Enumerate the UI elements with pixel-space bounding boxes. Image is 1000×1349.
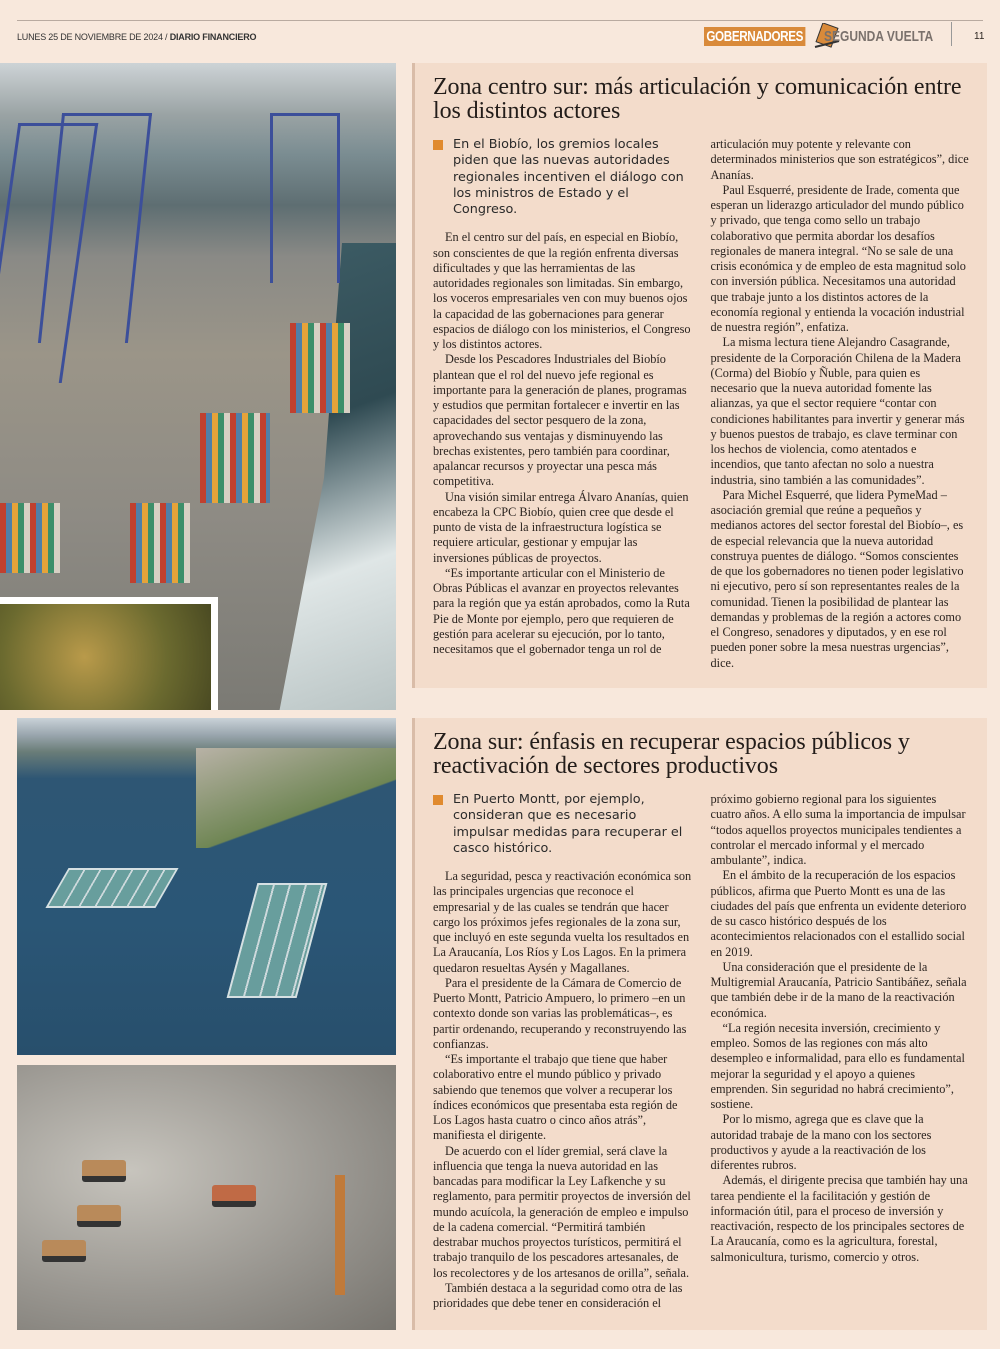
article-zona-sur — [412, 718, 987, 1330]
bullet-square-icon — [433, 795, 443, 805]
date: LUNES 25 DE NOVIEMBRE DE 2024 / — [17, 32, 168, 42]
headline: Zona centro sur: más articulación y comunicación entre los distintos actores — [433, 74, 962, 124]
lead — [433, 792, 692, 857]
article-centro-sur — [412, 63, 987, 688]
paragraph: Desde los Pescadores Industriales del Biobío plantean que el rol del nuevo jefe regional es importante para la generación de planes, programas y estudios que permitan fortalecer e invertir en las capacidades del sector pesquero de la zona, aprovechando sus ventajas y disminuyendo las brechas existentes, pero también para coordinar, apalancar recursos y proyectar una pesca más competitiva. — [433, 352, 687, 489]
paragraph: Una consideración que el presidente de la Multigremial Araucanía, Patricio Santibáñez, señala que también debe ir de la mano de la reactivación económica. — [710, 959, 967, 1020]
subsection-label: SEGUNDA VUELTA — [824, 27, 934, 45]
paragraph: “Es importante el trabajo que tiene que haber colaborativo entre el mundo público y privado sabiendo que tenemos que volver a recuperar los índices económicos que presentaba esta región de Los Lagos hasta cuatro o cinco años atrás”, manifiesta el dirigente. — [433, 1052, 678, 1143]
paragraph: Para el presidente de la Cámara de Comercio de Puerto Montt, Patricio Ampuero, lo primero –en un contexto donde son varias las problemáticas–, es partir ordenando, recuperando y reconstruyendo las confianzas. — [433, 975, 687, 1051]
paragraph: Para Michel Esquerré, que lidera PymeMad –asociación gremial que reúne a pequeños y medianos actores del sector forestal del Biobío–, es de especial relevancia que la nueva autoridad construya puentes de diálogo. “Somos conscientes de que los gobernadores no tienen poder legislativo ni ejecutivo, pero sí son representantes reales de la comunidad. Tienen la posibilidad de plantear las demandas y problemas de la región a actores como el Congreso, senadores y diputados, y en ese rol pueden poner sobre la mesa nuestras urgencias”, dice. — [710, 487, 964, 670]
article-body — [433, 792, 969, 1312]
header-divider — [951, 22, 952, 46]
paragraph: “Es importante articular con el Ministerio de Obras Públicas el avanzar en proyectos relevantes para la región que ya están aprobados, como la Ruta Pie de Monte por ejemplo, pero que requieren de gestión para acelerar su ejecución, por lo tanto, necesitamos que el gobernador tenga un rol de articulación muy potente y relevante con determinados ministerios que son estratégicos”, dice Ananías. — [433, 137, 969, 657]
paragraph: En el ámbito de la recuperación de los espacios públicos, afirma que Puerto Montt es una de las ciudades del país que enfrenta un evidente deterioro de su casco histórico después de los acontecimientos relacionados con el estallido social en 2019. — [710, 868, 967, 959]
lead-text: En el Biobío, los gremios locales piden que las nuevas autoridades regionales incentiven el diálogo con los ministros de Estado y el Congreso. — [453, 137, 684, 218]
aquaculture-photo — [17, 718, 396, 1055]
section-kicker — [704, 23, 960, 49]
paragraph: Una visión similar entrega Álvaro Ananías, quien encabeza la CPC Biobío, quien cree que desde el punto de vista de la infraestructura logística se requiere articular, gestionar y empujar las inversiones públicas de proyectos. — [433, 489, 689, 565]
lead — [433, 137, 692, 218]
section-label: GOBERNADORES — [704, 27, 805, 46]
headline: Zona sur: énfasis en recuperar espacios públicos y reactivación de sectores productivos — [433, 729, 910, 779]
paragraph: La misma lectura tiene Alejandro Casagrande, presidente de la Corporación Chilena de la Madera (Corma) del Biobío y Ñuble, para quien es necesario que la nueva autoridad fomente las alianzas, ya que el sector requiere “contar con condiciones habilitantes para invertir y generar más y buenos puestos de trabajo, es clave terminar con los hechos de violencia, como atentados e incendios, que tanto afectan no solo a nuestra industria, sino también a las comunidades”. — [710, 335, 965, 487]
paragraph: En el centro sur del país, en especial en Biobío, son conscientes de que la región enfrenta diversas dificultades y que las herramientas de las autoridades regionales son limitadas. Sin embargo, los voceros empresariales ven con muy buenos ojos la capacidad de las gobernaciones para generar espacios de diálogo con los ministerios, el Congreso y los distintos actores. — [433, 230, 691, 352]
lead-text: En Puerto Montt, por ejemplo, consideran que es necesario impulsar medidas para recuperar el casco histórico. — [453, 792, 683, 856]
article-body — [433, 137, 969, 672]
paragraph: Paul Esquerré, presidente de Irade, comenta que esperan un liderazgo articulador del mundo público y privado, que tenga como sello un trabajo colaborativo que permita abordar los desafíos regionales de manera integral. “No se sale de una crisis económica y de empleo de esta magnitud solo con inversión pública. Necesitamos una autoridad que trabaje junto a los distintos actores de la economía regional y entienda la vocación industrial de nuestra región”, enfatiza. — [710, 182, 966, 334]
paragraph: Por lo mismo, agrega que es clave que la autoridad trabaje de la mano con los sectores productivos y ayude a la reactivación de los diferentes rubros. — [710, 1112, 932, 1172]
mining-photo — [17, 1065, 396, 1330]
paragraph: De acuerdo con el líder gremial, será clave la influencia que tenga la nueva autoridad en las bancadas para modificar la Ley Lafkenche y su reglamento, para permitir proyectos de inversión del mundo acuícola, la generación de empleo e impulso de la cadena comercial. “Permitirá también destrabar muchos proyectos turísticos, permitirá el trabajo tranquilo de los pescadores artesanales, de los recolectores y de los artesanos de orilla”, señala. — [433, 1143, 691, 1280]
paragraph: Además, el dirigente precisa que también hay una tarea pendiente el la facilitación y gestión de información útil, para el proceso de inversión y reactivación, respecto de los principales sectores de La Araucanía, como es la agricultura, forestal, salmonicultura, turismo, comercio y otros. — [710, 1173, 968, 1264]
header-rule — [17, 20, 983, 21]
bullet-square-icon — [433, 140, 443, 150]
paragraph: También destaca a la seguridad como otra de las prioridades que debe tener en consideración el próximo gobierno regional para los siguientes cuatro años. A ello suma la importancia de impulsar “todos aquellos proyectos municipales tendientes a controlar el mercado informal y el mercado ambulante”, indica. — [433, 792, 966, 1311]
page-number: 11 — [974, 31, 985, 42]
vegetation-photo — [0, 597, 218, 710]
dateline — [17, 32, 256, 42]
newspaper-name: DIARIO FINANCIERO — [169, 32, 257, 42]
paragraph: “La región necesita inversión, crecimiento y empleo. Somos de las regiones con más alto desempleo e informalidad, para ello es fundamental mejorar la seguridad y el apoyo a quienes emprenden. Sin seguridad no habrá crecimiento”, sostiene. — [710, 1020, 965, 1111]
paragraph: La seguridad, pesca y reactivación económica son las principales urgencias que reconoce el empresarial y de las cuales se tendrán que hacer cargo los próximos jefes regionales de la zona sur, que incluyó en este segunda vuelta los resultados en La Araucanía, Los Ríos y Los Lagos. En la primera quedaron resueltas Aysén y Magallanes. — [433, 869, 692, 975]
